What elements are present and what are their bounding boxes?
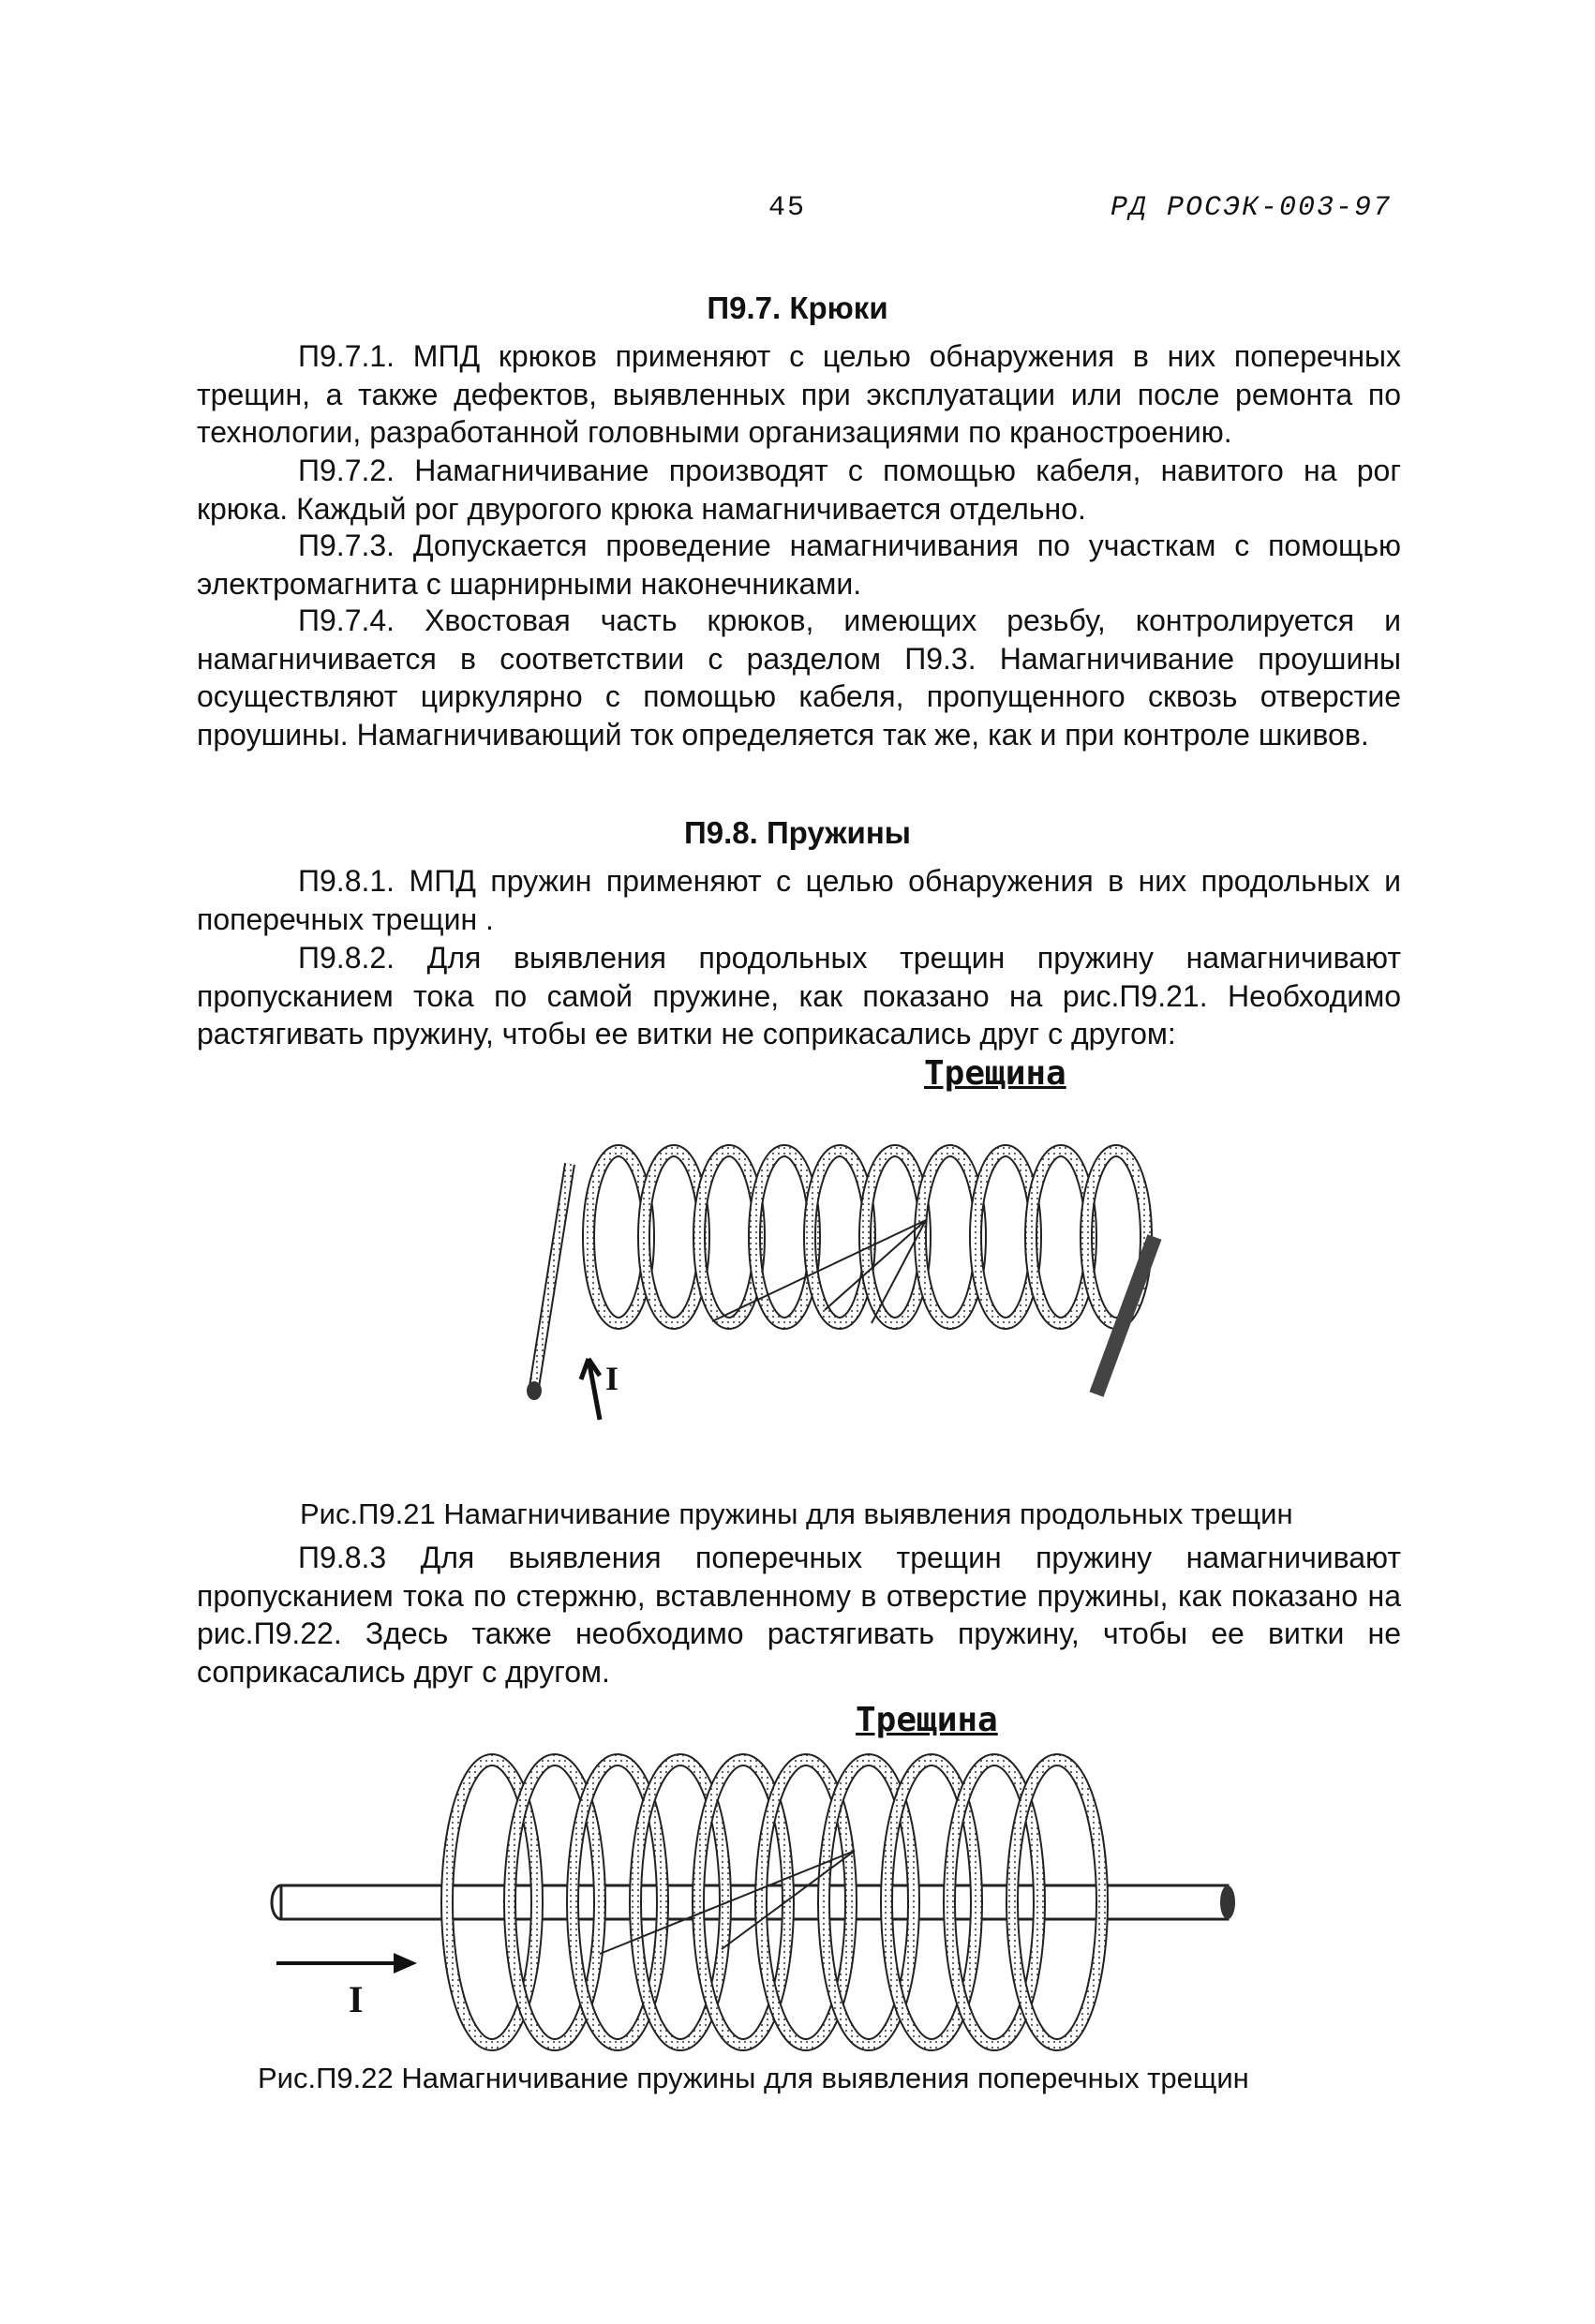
caption-fig22: Рис.П9.22 Намагничивание пружины для выявления поперечных трещин (258, 2062, 1249, 2094)
crack-label-fig21: Трещина (924, 1054, 1066, 1093)
section-title-springs: П9.8. Пружины (684, 815, 911, 850)
current-arrow (581, 1359, 600, 1420)
current-arrow (276, 1953, 417, 1974)
paragraph-9-7-3: П9.7.3. Допускается проведение намагничивания по участкам с помощью электромагнита с шарнирными наконечниками. (197, 529, 1401, 601)
document-code: РД РОСЭК-003-97 (1111, 192, 1393, 224)
conducting-rod (272, 1885, 1235, 1919)
spring-on-rod-diagram-fig22 (0, 1724, 1595, 2080)
paragraph-9-7-4: П9.7.4. Хвостовая часть крюков, имеющих резьбу, контролируется и намагничивается в соответствии с разделом П9.3. Намагничивание проушины осуществляют циркулярно с помощью кабеля, пропущенного сквозь отверстие проушины. Намагничивающий ток определяется так же, как и при контроле шкивов. (197, 603, 1401, 752)
wire-end-left (527, 1381, 542, 1400)
caption-fig21: Рис.П9.21 Намагничивание пружины для выявления продольных трещин (300, 1497, 1293, 1530)
spring-coils (589, 1151, 1146, 1323)
current-label-fig22: I (349, 1978, 364, 2020)
page-number: 45 (768, 192, 807, 224)
paragraph-9-8-1: П9.8.1. МПД пружин применяют с целью обнаружения в них продольных и поперечных трещин . (197, 864, 1401, 936)
paragraph-9-7-1: П9.7.1. МПД крюков применяют с целью обнаружения в них поперечных трещин, а также дефектов, выявленных при эксплуатации или после ремонта по технологии, разработанной головными организациями по краностроению. (197, 339, 1401, 449)
spring-diagram-fig21 (0, 1078, 1595, 1452)
crack-label-fig22: Трещина (856, 1701, 998, 1739)
paragraph-9-7-2: П9.7.2. Намагничивание производят с помощью кабеля, навитого на рог крюка. Каждый рог двурогого крюка намагничивается отдельно. (197, 454, 1401, 526)
paragraph-9-8-3: П9.8.3 Для выявления поперечных трещин пружину намагничивают пропусканием тока по стержню, вставленному в отверстие пружины, как показано на рис.П9.22. Здесь также необходимо растягивать пружину, чтобы ее витки не соприкасались друг с другом. (197, 1541, 1401, 1689)
paragraph-9-8-2: П9.8.2. Для выявления продольных трещин пружину намагничивают пропусканием тока по самой пружине, как показано на рис.П9.21. Необходимо растягивать пружину, чтобы ее витки не соприкасались друг с другом: (197, 941, 1401, 1050)
section-title-hooks: П9.7. Крюки (707, 290, 888, 325)
current-label-fig21: I (605, 1360, 619, 1397)
